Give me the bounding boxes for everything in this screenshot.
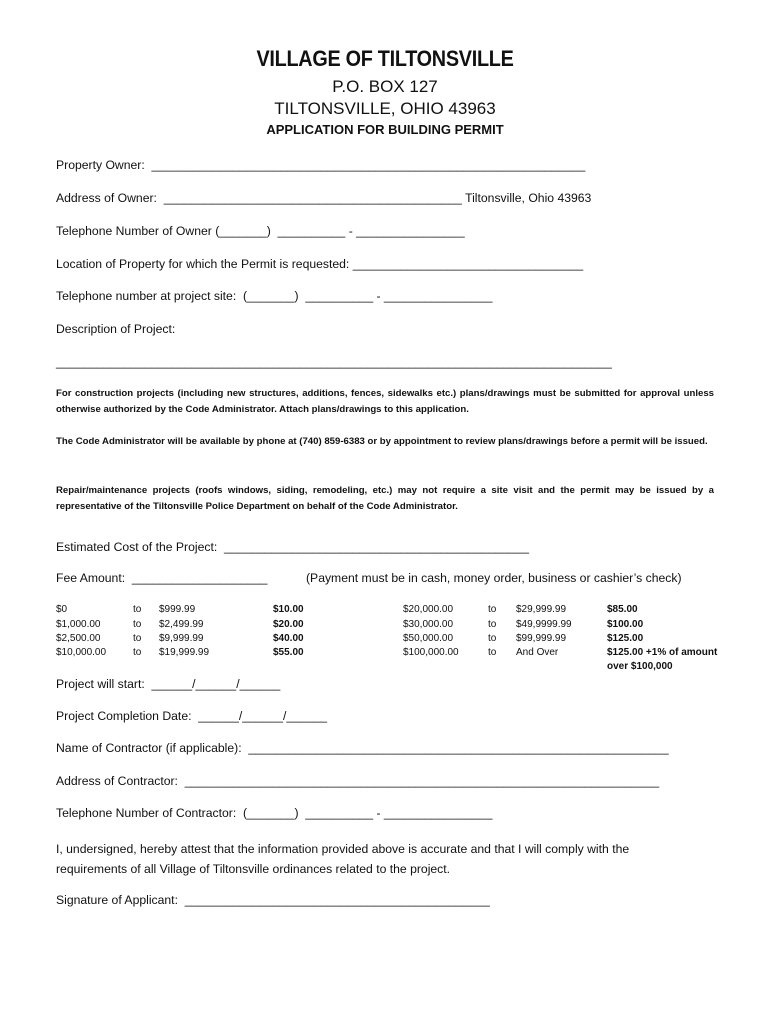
fee-row-fee: $125.00 [607,633,644,644]
fee-row-upto: $9,999.99 [159,633,204,644]
fee-row-to: to [488,619,497,630]
property-owner-field[interactable]: Property Owner: ________________________________________________________________ [56,158,586,172]
fee-row-to: to [133,619,142,630]
fee-row-to: to [488,647,497,658]
contractor-phone-field[interactable]: Telephone Number of Contractor: (_______) __________ - ________________ [56,806,493,820]
fee-row-to: to [133,647,142,658]
fee-row-upto: And Over [516,647,559,658]
fee-amount-field[interactable]: Fee Amount: ____________________ [56,571,268,585]
fee-row-from: $0 [56,604,68,615]
fee-row-from: $20,000.00 [403,604,454,615]
fee-row-from: $30,000.00 [403,619,454,630]
project-description-label: Description of Project: [56,322,176,336]
fee-row-to: to [488,633,497,644]
fee-row-fee: $40.00 [273,633,304,644]
fee-row-fee-continuation: over $100,000 [607,661,673,672]
fee-row-upto: $19,999.99 [159,647,210,658]
fee-row-upto: $999.99 [159,604,196,615]
fee-row-fee: $100.00 [607,619,644,630]
fee-row-upto: $99,999.99 [516,633,567,644]
fee-row-from: $10,000.00 [56,647,107,658]
owner-address-field[interactable]: Address of Owner: ____________________________________________ Tiltonsville, Ohio 43963 [56,191,592,205]
contractor-address-field[interactable]: Address of Contractor: ______________________________________________________________________ [56,774,660,788]
fee-row-upto: $29,999.99 [516,604,567,615]
project-start-field[interactable]: Project will start: ______/______/______ [56,677,281,691]
fee-row-fee: $20.00 [273,619,304,630]
fee-row-fee: $55.00 [273,647,304,658]
fee-row-from: $1,000.00 [56,619,101,630]
completion-date-field[interactable]: Project Completion Date: ______/______/______ [56,709,328,723]
fee-row-to: to [488,604,497,615]
plans-note: For construction projects (including new structures, additions, fences, sidewalks etc.) plans/drawings must be submitted for approval unless otherwise authorized by the Code Administrator. Attach plans/drawings to this application. [56,388,714,415]
city-line: TILTONSVILLE, OHIO 43963 [274,99,496,118]
fee-row-fee: $85.00 [607,604,638,615]
fee-row-to: to [133,633,142,644]
fee-row-upto: $2,499.99 [159,619,204,630]
site-phone-field[interactable]: Telephone number at project site: (_______) __________ - ________________ [56,289,493,303]
fee-row-fee: $125.00 +1% of amount [607,647,718,658]
form-title: APPLICATION FOR BUILDING PERMIT [266,122,504,137]
estimated-cost-field[interactable]: Estimated Cost of the Project: _____________________________________________ [56,540,530,554]
code-administrator-note: The Code Administrator will be available by phone at (740) 859-6383 or by appointment to review plans/drawings before a permit will be issued. [56,436,708,447]
fee-row-upto: $49,9999.99 [516,619,572,630]
repair-note: Repair/maintenance projects (roofs windows, siding, remodeling, etc.) may not require a site visit and the permit may be issued by a representative of the Tiltonsville Police Department on behalf of the Code Administrator. [56,485,714,512]
village-title: VILLAGE OF TILTONSVILLE [256,46,514,71]
contractor-name-field[interactable]: Name of Contractor (if applicable): ______________________________________________________________ [56,741,669,755]
project-description-line[interactable]: __________________________________________________________________________________ [56,355,612,369]
po-box: P.O. BOX 127 [332,77,438,96]
payment-note: (Payment must be in cash, money order, business or cashier’s check) [306,571,682,585]
fee-row-from: $2,500.00 [56,633,101,644]
fee-row-from: $50,000.00 [403,633,454,644]
fee-row-from: $100,000.00 [403,647,459,658]
fee-row-to: to [133,604,142,615]
fee-row-fee: $10.00 [273,604,304,615]
signature-field[interactable]: Signature of Applicant: _____________________________________________ [56,893,490,907]
property-location-field[interactable]: Location of Property for which the Permit is requested: __________________________________ [56,257,584,271]
attestation-text: I, undersigned, hereby attest that the information provided above is accurate and that I will comply with the requirements of all Village of Tiltonsville ordinances related to the project. [56,842,630,876]
owner-phone-field[interactable]: Telephone Number of Owner (_______) __________ - ________________ [56,224,465,238]
